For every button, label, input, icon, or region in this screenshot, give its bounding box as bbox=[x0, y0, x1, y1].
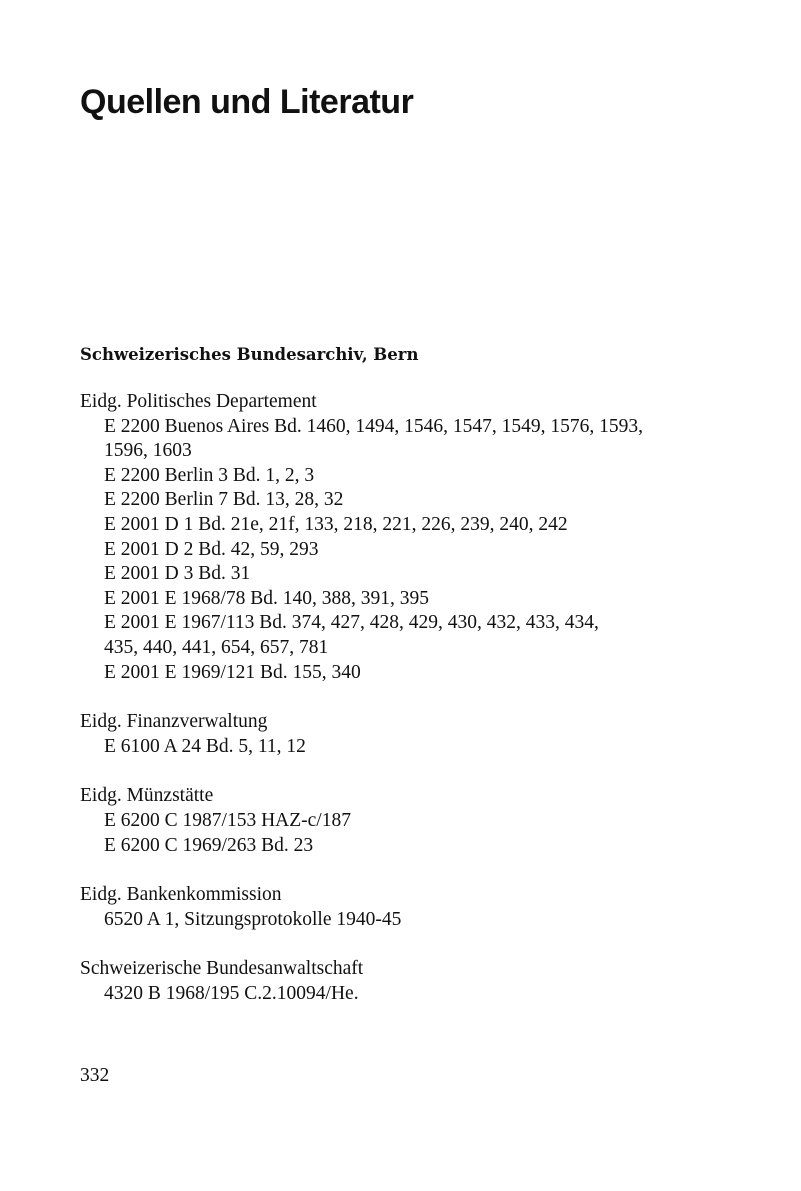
source-group-muenzstaette bbox=[80, 784, 760, 858]
source-entry: E 2200 Buenos Aires Bd. 1460, 1494, 1546, 1547, 1549, 1576, 1593, bbox=[104, 415, 643, 437]
source-entry: E 2001 D 1 Bd. 21e, 21f, 133, 218, 221, 226, 239, 240, 242 bbox=[104, 513, 568, 535]
source-entry: E 2200 Berlin 7 Bd. 13, 28, 32 bbox=[104, 489, 344, 511]
source-group-politisches-departement bbox=[80, 390, 760, 685]
group-title: Schweizerische Bundesanwaltschaft bbox=[80, 958, 364, 980]
source-entry: E 2200 Berlin 3 Bd. 1, 2, 3 bbox=[104, 464, 315, 486]
source-entry: E 6200 C 1987/153 HAZ-c/187 bbox=[104, 809, 351, 831]
group-title: Eidg. Bankenkommission bbox=[80, 884, 282, 906]
source-group-bundesanwaltschaft bbox=[80, 957, 760, 1006]
page-title: Quellen und Literatur bbox=[80, 83, 414, 121]
source-entry: 6520 A 1, Sitzungsprotokolle 1940-45 bbox=[104, 908, 402, 930]
group-items bbox=[80, 735, 760, 760]
group-items bbox=[80, 908, 760, 933]
group-items bbox=[80, 809, 760, 858]
source-entry: E 2001 E 1967/113 Bd. 374, 427, 428, 429, 430, 432, 433, 434, bbox=[104, 612, 599, 634]
source-entry: E 2001 D 2 Bd. 42, 59, 293 bbox=[104, 538, 319, 560]
source-entry: 4320 B 1968/195 C.2.10094/He. bbox=[104, 982, 359, 1004]
source-entry: E 2001 D 3 Bd. 31 bbox=[104, 563, 251, 585]
group-title: Eidg. Münzstätte bbox=[80, 785, 214, 807]
source-entry: E 6100 A 24 Bd. 5, 11, 12 bbox=[104, 735, 306, 757]
group-items bbox=[80, 982, 760, 1007]
source-entry: E 2001 E 1968/78 Bd. 140, 388, 391, 395 bbox=[104, 587, 429, 609]
source-groups bbox=[80, 390, 760, 1031]
source-group-finanzverwaltung bbox=[80, 710, 760, 759]
archive-heading: Schweizerisches Bundesarchiv, Bern bbox=[80, 345, 419, 364]
source-entry: 435, 440, 441, 654, 657, 781 bbox=[104, 636, 329, 658]
page-number: 332 bbox=[80, 1065, 110, 1086]
source-entry: 1596, 1603 bbox=[104, 440, 192, 462]
group-items bbox=[80, 415, 760, 686]
source-entry: E 6200 C 1969/263 Bd. 23 bbox=[104, 834, 314, 856]
source-group-bankenkommission bbox=[80, 883, 760, 932]
source-entry: E 2001 E 1969/121 Bd. 155, 340 bbox=[104, 661, 361, 683]
group-title: Eidg. Finanzverwaltung bbox=[80, 711, 268, 733]
group-title: Eidg. Politisches Departement bbox=[80, 391, 317, 412]
